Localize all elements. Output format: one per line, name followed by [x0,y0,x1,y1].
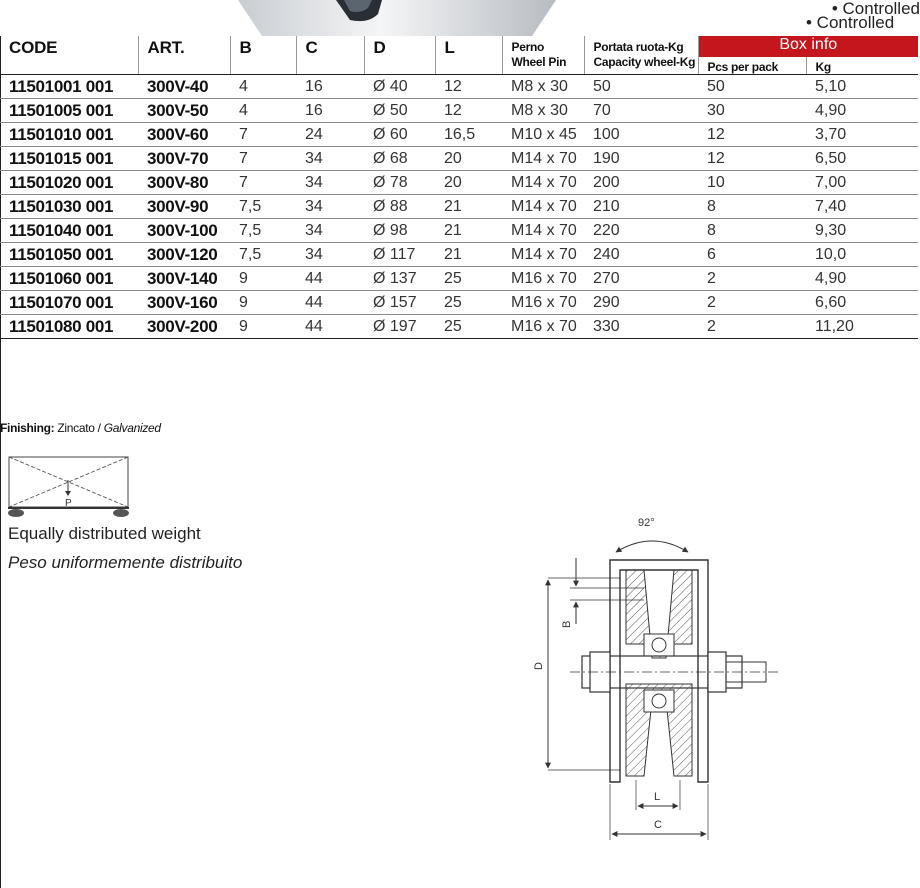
cell-pin: M14 x 70 [502,147,584,171]
cell-pin: M10 x 45 [502,123,584,147]
cell-d: Ø 50 [364,99,435,123]
cell-d: Ø 68 [364,147,435,171]
cell-art: 300V-50 [138,99,230,123]
cell-l: 12 [435,75,502,99]
header-pin-en: Wheel Pin [511,55,567,69]
cell-art: 300V-160 [138,291,230,315]
cell-c: 16 [296,75,364,99]
header-art: ART. [138,36,230,75]
cell-l: 21 [435,219,502,243]
cell-c: 34 [296,147,364,171]
cell-kg: 10,0 [806,243,918,267]
weight-text-it: Peso uniformemente distribuito [8,553,243,572]
cell-d: Ø 98 [364,219,435,243]
cell-b: 9 [230,267,296,291]
cell-b: 7,5 [230,219,296,243]
header-code: CODE [0,36,138,75]
cell-art: 300V-70 [138,147,230,171]
finishing-it: Zincato [57,421,95,435]
cell-capacity: 330 [584,315,698,339]
cell-capacity: 270 [584,267,698,291]
cell-d: Ø 117 [364,243,435,267]
cell-c: 24 [296,123,364,147]
header-l: L [435,36,502,75]
cell-code: 11501001 001 [0,75,138,99]
header-capacity-en: Capacity wheel-Kg [593,55,696,69]
cell-l: 21 [435,243,502,267]
cell-pin: M14 x 70 [502,171,584,195]
header-pin-it: Perno [511,40,545,54]
cell-l: 21 [435,195,502,219]
cell-l: 12 [435,99,502,123]
cell-art: 300V-120 [138,243,230,267]
spec-table [0,36,918,339]
cell-capacity: 200 [584,171,698,195]
cell-d: Ø 197 [364,315,435,339]
table-row [0,123,918,147]
cell-pcs: 12 [698,147,806,171]
cell-capacity: 70 [584,99,698,123]
cell-pcs: 12 [698,123,806,147]
table-row [0,315,918,339]
cell-kg: 4,90 [806,267,918,291]
cell-d: Ø 60 [364,123,435,147]
cell-b: 4 [230,75,296,99]
cell-kg: 6,50 [806,147,918,171]
cell-d: Ø 78 [364,171,435,195]
table-row [0,291,918,315]
cell-pcs: 8 [698,195,806,219]
cell-l: 25 [435,315,502,339]
cell-code: 11501060 001 [0,267,138,291]
finishing-en: Galvanized [103,421,161,435]
cell-pcs: 2 [698,267,806,291]
cell-capacity: 190 [584,147,698,171]
dim-c-label: C [654,819,662,831]
cell-art: 300V-200 [138,315,230,339]
cell-capacity: 220 [584,219,698,243]
cell-pin: M14 x 70 [502,243,584,267]
cell-art: 300V-140 [138,267,230,291]
cell-l: 20 [435,171,502,195]
wheel-technical-drawing [520,508,780,848]
cell-code: 11501080 001 [0,315,138,339]
cell-code: 11501070 001 [0,291,138,315]
table-row [0,243,918,267]
cell-pcs: 2 [698,291,806,315]
cell-pin: M16 x 70 [502,315,584,339]
cell-pin: M14 x 70 [502,219,584,243]
cell-b: 7,5 [230,195,296,219]
table-row [0,75,918,99]
cell-pin: M16 x 70 [502,291,584,315]
cell-pcs: 10 [698,171,806,195]
cell-d: Ø 40 [364,75,435,99]
cell-c: 16 [296,99,364,123]
dim-d-label: D [533,662,545,670]
cell-c: 34 [296,219,364,243]
cell-pcs: 50 [698,75,806,99]
cell-d: Ø 157 [364,291,435,315]
cell-kg: 4,90 [806,99,918,123]
table-row [0,99,918,123]
cell-b: 9 [230,315,296,339]
table-row [0,195,918,219]
cell-code: 11501010 001 [0,123,138,147]
cell-capacity: 290 [584,291,698,315]
header-box-info: Box info [698,36,918,57]
cell-art: 300V-100 [138,219,230,243]
table-row [0,267,918,291]
cell-art: 300V-90 [138,195,230,219]
cell-l: 20 [435,147,502,171]
cell-kg: 3,70 [806,123,918,147]
cell-code: 11501050 001 [0,243,138,267]
cell-b: 9 [230,291,296,315]
cell-kg: 5,10 [806,75,918,99]
cell-capacity: 100 [584,123,698,147]
header-pcs-per-pack: Pcs per pack [698,57,806,75]
table-row [0,147,918,171]
cell-code: 11501015 001 [0,147,138,171]
finishing-separator: / [94,421,104,435]
cell-art: 300V-40 [138,75,230,99]
cell-c: 34 [296,171,364,195]
header-b: B [230,36,296,75]
cell-c: 34 [296,243,364,267]
cut-text-fragment: • Controlled [806,13,895,32]
cell-kg: 11,20 [806,315,918,339]
header-d: D [364,36,435,75]
cell-pin: M8 x 30 [502,75,584,99]
cell-d: Ø 88 [364,195,435,219]
cell-pin: M8 x 30 [502,99,584,123]
table-row [0,171,918,195]
cell-b: 4 [230,99,296,123]
header-wheel-pin [502,36,584,75]
cell-b: 7 [230,171,296,195]
cell-c: 44 [296,291,364,315]
cell-kg: 6,60 [806,291,918,315]
cell-pin: M16 x 70 [502,267,584,291]
cell-capacity: 50 [584,75,698,99]
cell-l: 25 [435,267,502,291]
cell-pcs: 8 [698,219,806,243]
product-photo-fragment [232,0,562,36]
cell-b: 7 [230,123,296,147]
header-kg: Kg [806,57,918,75]
weight-text-en: Equally distributed weight [8,524,201,543]
feature-bullet: • Controlled [831,0,920,18]
finishing-label: Finishing: [0,421,55,435]
cell-code: 11501020 001 [0,171,138,195]
cell-c: 44 [296,315,364,339]
cell-pcs: 2 [698,315,806,339]
cell-c: 44 [296,267,364,291]
cell-d: Ø 137 [364,267,435,291]
header-capacity-it: Portata ruota-Kg [593,40,684,54]
cell-code: 11501040 001 [0,219,138,243]
cell-capacity: 210 [584,195,698,219]
cell-kg: 7,00 [806,171,918,195]
cell-pcs: 30 [698,99,806,123]
angle-label: 92° [638,517,655,529]
dim-l-label: L [654,791,661,803]
cell-b: 7 [230,147,296,171]
cell-code: 11501005 001 [0,99,138,123]
cell-pcs: 6 [698,243,806,267]
weight-icon-label: P [65,498,72,509]
header-c: C [296,36,364,75]
cell-b: 7,5 [230,243,296,267]
header-capacity [584,36,698,75]
cell-kg: 7,40 [806,195,918,219]
cell-l: 16,5 [435,123,502,147]
cell-capacity: 240 [584,243,698,267]
cell-code: 11501030 001 [0,195,138,219]
finishing-note [0,421,161,435]
table-row [0,219,918,243]
cell-pin: M14 x 70 [502,195,584,219]
dim-b-label: B [561,620,573,628]
distributed-weight-icon [8,456,130,518]
cell-art: 300V-60 [138,123,230,147]
cell-l: 25 [435,291,502,315]
cell-kg: 9,30 [806,219,918,243]
cell-c: 34 [296,195,364,219]
cell-art: 300V-80 [138,171,230,195]
